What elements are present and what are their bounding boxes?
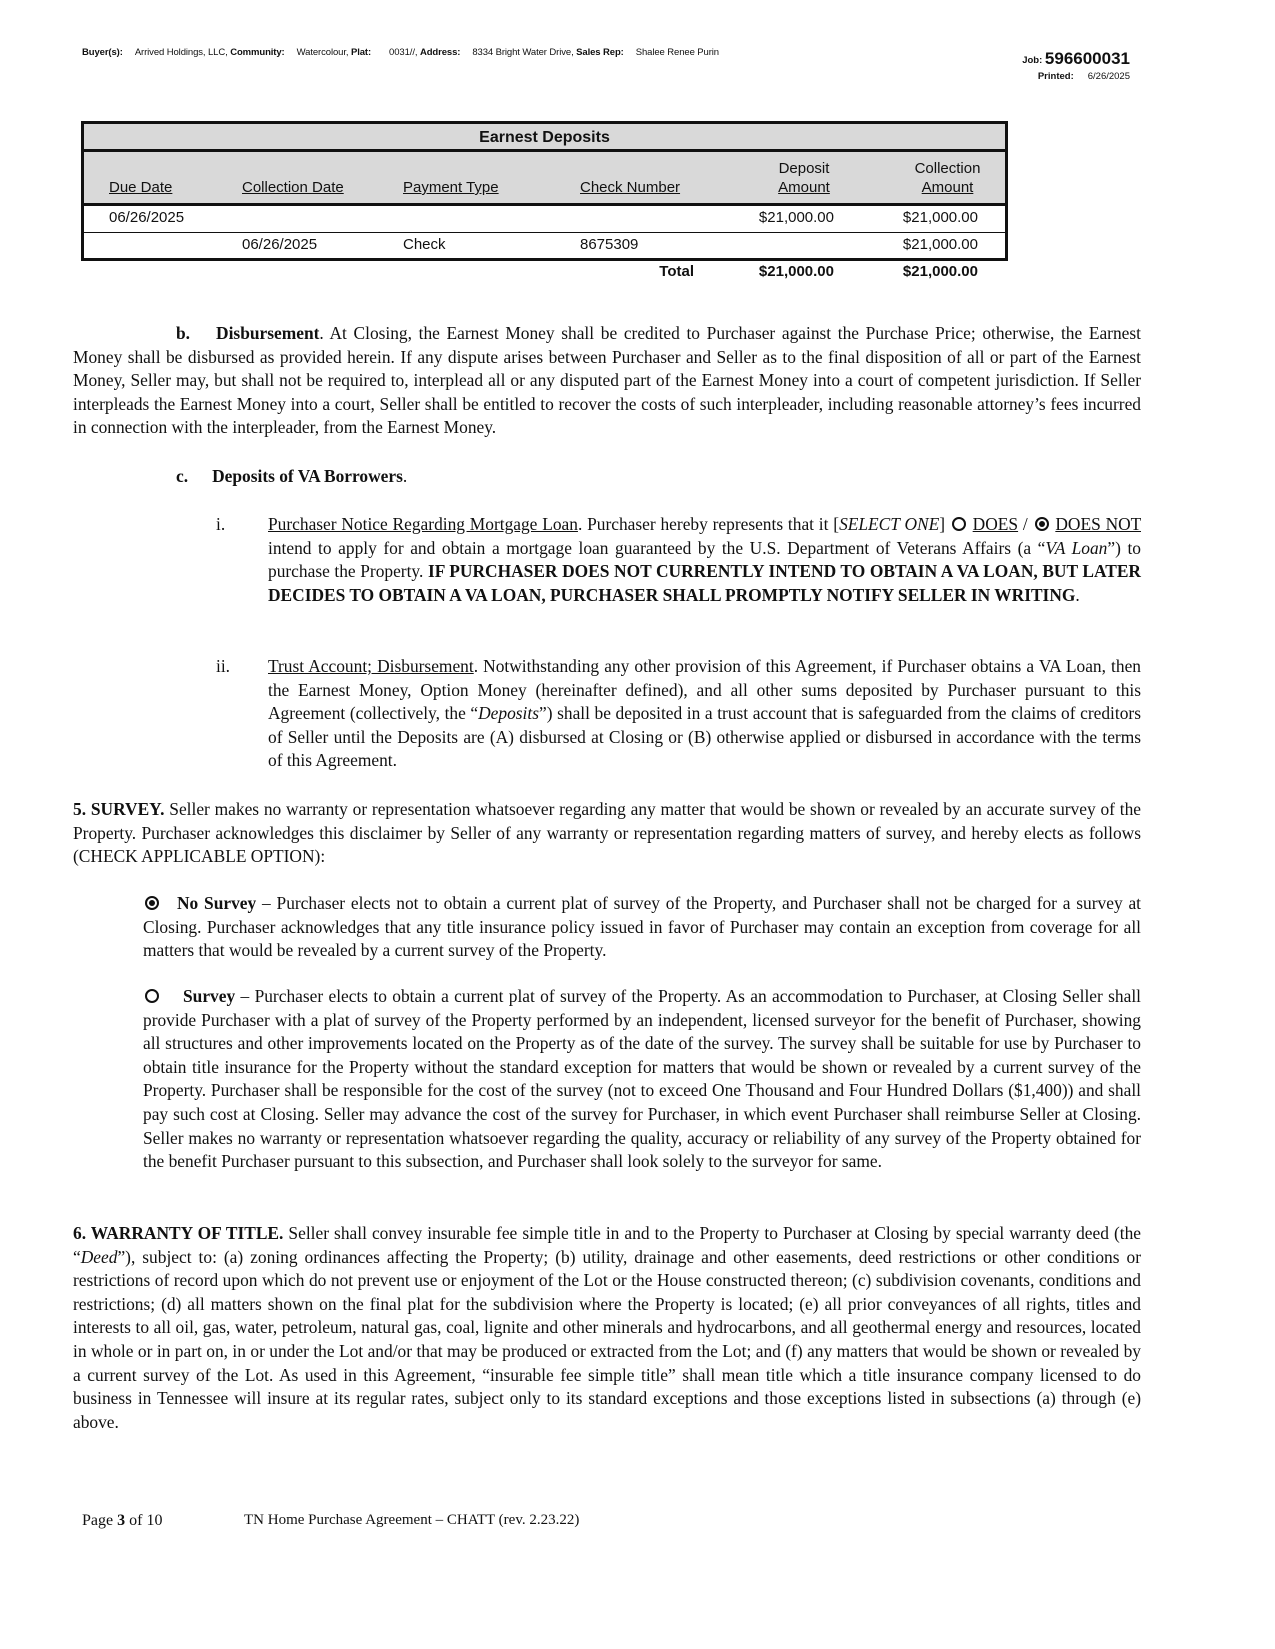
column-header-payment-type: Payment Type: [403, 179, 499, 196]
community-value: Watercolour,: [296, 47, 349, 58]
document-header-info: [82, 47, 719, 58]
survey-option-no-survey: No Survey – Purchaser elects not to obtain a current plat of survey of the Property, and Purchaser shall not be charged for a survey at Closing. Purchaser acknowledges that any title insurance policy issued in favor of Purchaser may contain an exception from coverage for all matters that would be revealed by a current survey of the Property.: [143, 893, 1141, 961]
radio-no-survey-selected-icon[interactable]: [145, 896, 159, 910]
column-header-due-date: Due Date: [109, 179, 173, 196]
sales-rep-label: Sales Rep:: [576, 47, 624, 58]
section-b-heading: Disbursement: [216, 323, 320, 343]
page-prefix: Page: [82, 1512, 118, 1529]
table-total-row: [81, 261, 1008, 287]
total-deposit-amount: $21,000.00: [758, 263, 834, 280]
radio-does-icon[interactable]: [952, 517, 966, 531]
item-i-purchaser-notice: Purchaser Notice Regarding Mortgage Loan. Purchaser hereby represents that it [SELECT ONE] DOES / DOES NOT intend to apply for and obtain a mortgage loan guaranteed by the U.S. Department of Veterans Affairs (a “VA Loan”) to purchase the Property. IF PURCHASER DOES NOT CURRENTLY INTEND TO OBTAIN A VA LOAN, BUT LATER DECIDES TO OBTAIN A VA LOAN, PURCHASER SHALL PROMPTLY NOTIFY SELLER IN WRITING.: [268, 514, 1142, 605]
item-i-numeral: i.: [216, 514, 226, 534]
address-value: 8334 Bright Water Drive,: [472, 47, 574, 58]
deed-term: Deed: [80, 1246, 118, 1267]
cell-due-date: 06/26/2025: [109, 209, 185, 226]
va-loan-term: VA Loan: [1045, 537, 1108, 558]
page-total: of 10: [125, 1512, 163, 1529]
table-header-row: [84, 152, 1005, 206]
printed-label: Printed:: [1037, 71, 1074, 82]
section-6-warranty-of-title: 6. WARRANTY OF TITLE. Seller shall convey insurable fee simple title in and to the Property to Purchaser at Closing by special warranty deed (the “Deed”), subject to: (a) zoning ordinances affecting the Property; (b) utility, drainage and other easements, deed restrictions or other conditions or restrictions of record upon which do not prevent use or enjoyment of the Lot or the House constructed thereon; (c) subdivision covenants, conditions and restrictions; (d) all matters shown on the final plat for the subdivision where the Property is located; (e) all prior conveyances of all rights, titles and interests to all oil, gas, water, petroleum, natural gas, coal, lignite and other minerals and hydrocarbons, and all geothermal energy and resources, located in whole or in part on, in or under the Lot and/or that may be produced or extracted from the Lot; and (f) any matters that would be shown or revealed by a current survey of the Lot. As used in this Agreement, “insurable fee simple title” shall mean title which a title insurance company licensed to do business in Tennessee will insure at its regular rates, subject only to its standard exceptions and those exceptions listed in subsections (a) through (e) above.: [73, 1223, 1141, 1432]
plat-label: Plat:: [350, 47, 372, 58]
survey-option-survey: Survey – Purchaser elects to obtain a current plat of survey of the Property. As an accommodation to Purchaser, at Closing Seller shall provide Purchaser with a plat of survey of the Property performed by an independent, licensed surveyor for the benefit of Purchaser, showing all structures and other improvements located on the Property as of the date of the survey. The survey shall be suitable for use by Purchaser to obtain title insurance for the Property without the standard exception for matters that would be shown or revealed by a current survey of the Property. Purchaser shall be responsible for the cost of the survey (not to exceed One Thousand and Four Hundred Dollars ($1,400)) and shall pay such cost at Closing. Seller may advance the cost of the survey for Purchaser, in which event Purchaser shall reimburse Seller at Closing. Seller makes no warranty or representation whatsoever regarding the quality, accuracy or reliability of any survey of the Property obtained for the benefit Purchaser pursuant to this subsection, and Purchaser shall look solely to the surveyor for same.: [143, 986, 1141, 1172]
section-5-survey: 5. SURVEY. Seller makes no warranty or representation whatsoever regarding any matter that would be shown or revealed by an accurate survey of the Property. Purchaser acknowledges this disclaimer by Seller of any warranty or representation regarding matters of survey, and hereby elects as follows (CHECK APPLICABLE OPTION):: [73, 799, 1141, 867]
page-number: 3: [117, 1512, 126, 1529]
job-label: Job:: [1022, 55, 1043, 66]
item-ii-trust-account: Trust Account; Disbursement. Notwithstanding any other provision of this Agreement, if Purchaser obtains a VA Loan, then the Earnest Money, Option Money (hereinafter defined), and all other sums deposited by Purchaser pursuant to this Agreement (collectively, the “Deposits”) shall be deposited in a trust account that is safeguarded from the claims of creditors of Seller until the Deposits are (A) disbursed at Closing or (B) otherwise applied or disbursed in accordance with the terms of this Agreement.: [268, 656, 1141, 771]
page-footer: [82, 1512, 580, 1530]
item-ii-title: Trust Account; Disbursement: [268, 656, 474, 676]
item-i-title: Purchaser Notice Regarding Mortgage Loan: [268, 514, 578, 534]
va-loan-notice: IF PURCHASER DOES NOT CURRENTLY INTEND TO OBTAIN A VA LOAN, BUT LATER DECIDES TO OBTAIN A VA LOAN, PURCHASER SHALL PROMPTLY NOTIFY SELLER IN WRITING: [268, 561, 1141, 605]
radio-survey-icon[interactable]: [145, 989, 159, 1003]
radio-does-not-selected-icon[interactable]: [1035, 517, 1049, 531]
section-c-heading: c. Deposits of VA Borrowers.: [176, 466, 408, 486]
table-row: [84, 232, 1005, 258]
section-5-heading: 5. SURVEY.: [73, 799, 165, 819]
address-label: Address:: [419, 47, 461, 58]
column-header-collection-amount: Collection Amount: [914, 160, 981, 196]
cell-collection-date: 06/26/2025: [242, 236, 318, 253]
buyers-label: Buyer(s):: [82, 47, 123, 58]
printed-date: 6/26/2025: [1087, 71, 1130, 82]
survey-label: Survey: [183, 986, 236, 1006]
section-b-letter: b.: [176, 323, 191, 343]
cell-payment-type: Check: [403, 236, 446, 253]
total-collection-amount: $21,000.00: [902, 263, 978, 280]
community-label: Community:: [230, 47, 285, 58]
total-label: Total: [659, 263, 694, 280]
no-survey-label: No Survey: [177, 893, 257, 913]
plat-value: 0031//,: [389, 47, 418, 58]
table-row: [84, 206, 1005, 232]
cell-collection-amount: $21,000.00: [902, 236, 978, 253]
deposits-term: Deposits: [478, 703, 539, 724]
column-header-collection-date: Collection Date: [242, 179, 344, 196]
item-ii-numeral: ii.: [216, 656, 231, 676]
sales-rep-value: Shalee Renee Purin: [635, 47, 719, 58]
job-info: [1022, 49, 1130, 82]
cell-check-number: 8675309: [580, 236, 639, 253]
section-c-letter: c.: [176, 466, 189, 486]
cell-collection-amount: $21,000.00: [902, 209, 978, 226]
option-does-not-label: DOES NOT: [1055, 514, 1141, 534]
job-number: 596600031: [1044, 49, 1130, 68]
select-one-instruction: SELECT ONE: [839, 514, 940, 534]
section-c-title: Deposits of VA Borrowers: [212, 466, 403, 486]
section-6-heading: 6. WARRANTY OF TITLE.: [73, 1223, 284, 1243]
document-name: TN Home Purchase Agreement – CHATT (rev. 2.23.22): [244, 1512, 580, 1528]
buyers-value: Arrived Holdings, LLC,: [134, 47, 228, 58]
section-b-text: . At Closing, the Earnest Money shall be credited to Purchaser against the Purchase Price; otherwise, the Earnest Money shall be disbursed as provided herein. If any dispute arises between Purchaser and Seller as to the final disposition of all or part of the Earnest Money, Seller may, but shall not be required to, interplead all or any disputed part of the Earnest Money into a court of competent jurisdiction. If Seller interpleads the Earnest Money into a court, Seller shall be entitled to recover the costs of such interpleader, including reasonable attorney’s fees incurred in connection with the interpleader, from the Earnest Money.: [73, 323, 1141, 438]
column-header-check-number: Check Number: [580, 179, 681, 196]
table-title: Earnest Deposits: [84, 124, 1005, 152]
section-b-disbursement: [73, 322, 1141, 440]
earnest-deposits-table: [81, 121, 1008, 287]
cell-deposit-amount: $21,000.00: [758, 209, 834, 226]
column-header-deposit-amount: Deposit Amount: [778, 160, 830, 196]
option-does-label: DOES: [972, 514, 1019, 534]
